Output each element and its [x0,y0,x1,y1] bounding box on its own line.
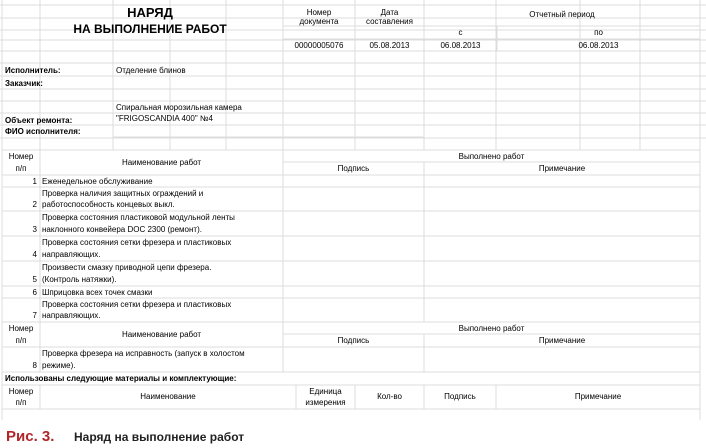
row-text: Проверка состояния сетки фрезера и пластиковых [42,238,232,247]
row-text: Проверка наличия защитных ограждений и [42,189,204,198]
material-note-header: Примечание [574,392,622,401]
material-sign-header: Подпись [444,392,476,401]
num-header: Номер [8,387,34,396]
doc-number-label: Номер [306,8,332,17]
caption-label: Рис. 3. [6,428,55,445]
row-num: 7 [32,311,37,320]
date-label: Дата [380,8,399,17]
row-num: 1 [32,177,37,186]
num-header2: п/п [15,336,27,345]
doc-number-label2: документа [299,17,339,26]
object-label: Объект ремонта: [5,116,73,125]
note-header: Примечание [538,336,586,345]
material-name-header: Наименование [140,392,196,401]
customer-label: Заказчик: [5,79,43,88]
title-line1: НАРЯД [127,5,173,20]
row-num: 3 [32,225,37,234]
period-from-label: с [458,28,463,37]
row-num: 8 [32,361,37,370]
executor-value: Отделение блинов [116,66,186,75]
row-num: 2 [32,200,37,209]
row-num: 6 [32,288,37,297]
unit-header: Единица [309,387,342,396]
row-text: Проверка состояния пластиковой модульной ленты [42,213,235,222]
row-text: Произвести смазку приводной цепи фрезера. [42,263,212,272]
row-num: 5 [32,275,37,284]
num-header2: п/п [15,164,27,173]
done-header: Выполнено работ [458,324,525,333]
period-to-label: по [594,28,603,37]
date-label2: составления [366,17,413,26]
row-text: Проверка фрезера на исправность (запуск в холостом [42,349,245,358]
sign-header: Подпись [337,336,370,345]
period-to-value: 06.08.2013 [578,41,619,50]
caption-text: Наряд на выполнение работ [74,430,245,444]
period-from-value: 06.08.2013 [440,41,481,50]
object-value-line2: "FRIGOSCANDIA 400" №4 [116,114,213,123]
row-text-2: (Контроль натяжки). [42,275,117,284]
date-value: 05.08.2013 [369,41,410,50]
qty-header: Кол-во [377,392,402,401]
sign-header: Подпись [337,164,370,173]
row-text-2: работоспособность концевых выкл. [42,200,175,209]
num-header2: п/п [15,398,27,407]
unit-header2: измерения [305,398,346,407]
row-text-2: режиме). [42,361,76,370]
row-text: Шприцовка всех точек смазки [42,288,153,297]
num-header: Номер [8,324,34,333]
executor-label: Исполнитель: [5,66,61,75]
name-header: Наименование работ [121,158,202,167]
title-line2: НА ВЫПОЛНЕНИЕ РАБОТ [73,22,227,36]
num-header: Номер [8,152,34,161]
row-num: 4 [32,250,37,259]
row-text: Проверка состояния сетки фрезера и пластиковых [42,300,232,309]
note-header: Примечание [538,164,586,173]
doc-number-value: 00000005076 [294,41,344,50]
name-header: Наименование работ [121,330,202,339]
period-label: Отчетный период [529,10,595,19]
object-value-line1: Спиральная морозильная камера [116,103,242,112]
row-text: Еженедельное обслуживание [42,177,153,186]
materials-title: Использованы следующие материалы и комплектующие: [5,374,237,383]
row-text-2: направляющих. [42,250,101,259]
row-text-2: наклонного конвейера DOC 2300 (ремонт). [42,225,202,234]
row-text-2: направляющих. [42,311,101,320]
fio-label: ФИО исполнителя: [5,127,81,136]
done-header: Выполнено работ [458,152,525,161]
